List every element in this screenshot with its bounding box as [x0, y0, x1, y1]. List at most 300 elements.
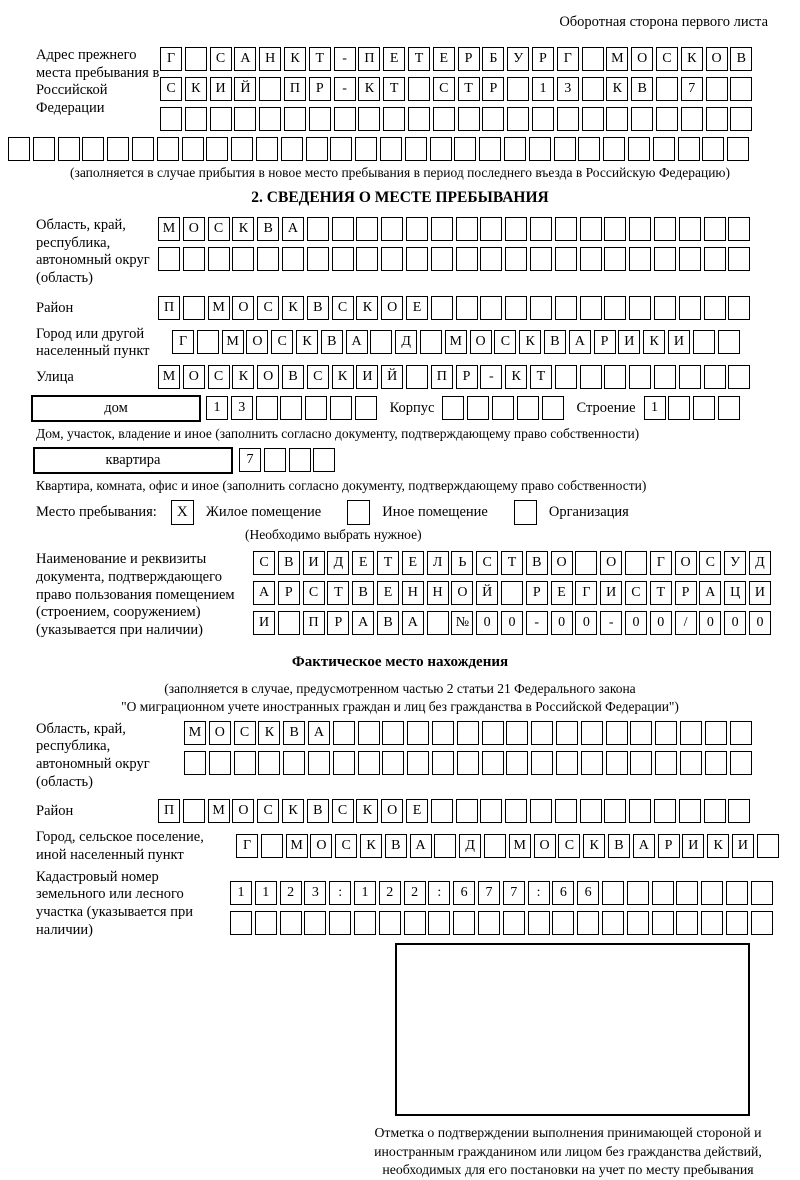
- char-cell[interactable]: П: [284, 77, 306, 101]
- char-cell[interactable]: [728, 217, 750, 241]
- char-cell[interactable]: [283, 751, 305, 775]
- char-cell[interactable]: У: [507, 47, 529, 71]
- char-cell[interactable]: 1: [255, 881, 277, 905]
- char-cell[interactable]: [280, 911, 302, 935]
- char-cell[interactable]: [530, 296, 552, 320]
- char-cell[interactable]: [580, 296, 602, 320]
- char-cell[interactable]: С: [257, 799, 279, 823]
- char-cell[interactable]: [628, 137, 650, 161]
- char-cell[interactable]: М: [184, 721, 206, 745]
- char-cell[interactable]: [333, 751, 355, 775]
- char-cell[interactable]: И: [732, 834, 754, 858]
- char-cell[interactable]: Е: [402, 551, 424, 575]
- char-cell[interactable]: Е: [406, 799, 428, 823]
- char-cell[interactable]: 3: [304, 881, 326, 905]
- char-cell[interactable]: Т: [327, 581, 349, 605]
- char-cell[interactable]: К: [707, 834, 729, 858]
- char-cell[interactable]: [503, 911, 525, 935]
- char-cell[interactable]: [160, 107, 182, 131]
- char-cell[interactable]: А: [234, 47, 256, 71]
- char-cell[interactable]: [185, 107, 207, 131]
- char-cell[interactable]: 0: [749, 611, 771, 635]
- char-cell[interactable]: Е: [551, 581, 573, 605]
- char-cell[interactable]: [751, 881, 773, 905]
- char-cell[interactable]: [681, 107, 703, 131]
- char-cell[interactable]: [430, 137, 452, 161]
- char-cell[interactable]: -: [600, 611, 622, 635]
- char-cell[interactable]: [333, 721, 355, 745]
- char-cell[interactable]: Е: [383, 47, 405, 71]
- char-cell[interactable]: [506, 721, 528, 745]
- char-cell[interactable]: Д: [395, 330, 417, 354]
- char-cell[interactable]: [330, 396, 352, 420]
- char-cell[interactable]: [264, 448, 286, 472]
- char-cell[interactable]: С: [307, 365, 329, 389]
- char-cell[interactable]: [456, 799, 478, 823]
- char-cell[interactable]: А: [253, 581, 275, 605]
- char-cell[interactable]: [555, 296, 577, 320]
- char-cell[interactable]: [679, 799, 701, 823]
- char-cell[interactable]: О: [706, 47, 728, 71]
- char-cell[interactable]: Н: [259, 47, 281, 71]
- char-cell[interactable]: С: [160, 77, 182, 101]
- char-cell[interactable]: [58, 137, 80, 161]
- char-cell[interactable]: [261, 834, 283, 858]
- char-cell[interactable]: О: [631, 47, 653, 71]
- char-cell[interactable]: [653, 137, 675, 161]
- char-cell[interactable]: П: [303, 611, 325, 635]
- char-cell[interactable]: А: [633, 834, 655, 858]
- char-cell[interactable]: [431, 217, 453, 241]
- char-cell[interactable]: О: [451, 581, 473, 605]
- char-cell[interactable]: [556, 751, 578, 775]
- char-cell[interactable]: С: [332, 799, 354, 823]
- char-cell[interactable]: [356, 217, 378, 241]
- char-cell[interactable]: О: [310, 834, 332, 858]
- char-cell[interactable]: Б: [482, 47, 504, 71]
- char-cell[interactable]: [505, 247, 527, 271]
- zhiloe-checkbox[interactable]: X: [171, 500, 194, 525]
- char-cell[interactable]: [184, 751, 206, 775]
- char-cell[interactable]: Р: [658, 834, 680, 858]
- char-cell[interactable]: [380, 137, 402, 161]
- char-cell[interactable]: В: [352, 581, 374, 605]
- char-cell[interactable]: [528, 911, 550, 935]
- char-cell[interactable]: А: [402, 611, 424, 635]
- char-cell[interactable]: [693, 330, 715, 354]
- char-cell[interactable]: М: [208, 296, 230, 320]
- char-cell[interactable]: [407, 721, 429, 745]
- char-cell[interactable]: [728, 365, 750, 389]
- char-cell[interactable]: [604, 247, 626, 271]
- char-cell[interactable]: О: [381, 799, 403, 823]
- char-cell[interactable]: К: [606, 77, 628, 101]
- char-cell[interactable]: П: [358, 47, 380, 71]
- char-cell[interactable]: Е: [352, 551, 374, 575]
- char-cell[interactable]: [625, 551, 647, 575]
- char-cell[interactable]: [581, 721, 603, 745]
- char-cell[interactable]: [256, 396, 278, 420]
- char-cell[interactable]: С: [335, 834, 357, 858]
- char-cell[interactable]: [456, 247, 478, 271]
- char-cell[interactable]: П: [158, 799, 180, 823]
- char-cell[interactable]: [580, 247, 602, 271]
- char-cell[interactable]: [654, 217, 676, 241]
- char-cell[interactable]: Л: [427, 551, 449, 575]
- char-cell[interactable]: Р: [278, 581, 300, 605]
- char-cell[interactable]: [704, 365, 726, 389]
- char-cell[interactable]: [431, 247, 453, 271]
- char-cell[interactable]: [704, 296, 726, 320]
- char-cell[interactable]: [751, 911, 773, 935]
- char-cell[interactable]: [718, 330, 740, 354]
- char-cell[interactable]: Й: [381, 365, 403, 389]
- char-cell[interactable]: [582, 47, 604, 71]
- char-cell[interactable]: К: [282, 799, 304, 823]
- char-cell[interactable]: 1: [644, 396, 666, 420]
- char-cell[interactable]: [234, 107, 256, 131]
- char-cell[interactable]: -: [334, 47, 356, 71]
- char-cell[interactable]: [631, 107, 653, 131]
- char-cell[interactable]: С: [558, 834, 580, 858]
- char-cell[interactable]: [606, 721, 628, 745]
- char-cell[interactable]: -: [480, 365, 502, 389]
- char-cell[interactable]: С: [210, 47, 232, 71]
- char-cell[interactable]: [442, 396, 464, 420]
- char-cell[interactable]: [480, 217, 502, 241]
- char-cell[interactable]: 6: [453, 881, 475, 905]
- char-cell[interactable]: Р: [309, 77, 331, 101]
- char-cell[interactable]: [581, 751, 603, 775]
- char-cell[interactable]: О: [209, 721, 231, 745]
- char-cell[interactable]: О: [600, 551, 622, 575]
- char-cell[interactable]: 2: [379, 881, 401, 905]
- char-cell[interactable]: К: [332, 365, 354, 389]
- char-cell[interactable]: [406, 247, 428, 271]
- char-cell[interactable]: Н: [402, 581, 424, 605]
- char-cell[interactable]: 6: [552, 881, 574, 905]
- char-cell[interactable]: [482, 107, 504, 131]
- char-cell[interactable]: [334, 107, 356, 131]
- char-cell[interactable]: [507, 107, 529, 131]
- char-cell[interactable]: М: [286, 834, 308, 858]
- char-cell[interactable]: [406, 365, 428, 389]
- char-cell[interactable]: /: [675, 611, 697, 635]
- char-cell[interactable]: В: [307, 296, 329, 320]
- char-cell[interactable]: К: [356, 296, 378, 320]
- char-cell[interactable]: А: [346, 330, 368, 354]
- char-cell[interactable]: С: [433, 77, 455, 101]
- char-cell[interactable]: №: [451, 611, 473, 635]
- char-cell[interactable]: И: [356, 365, 378, 389]
- char-cell[interactable]: Й: [234, 77, 256, 101]
- char-cell[interactable]: Т: [458, 77, 480, 101]
- char-cell[interactable]: [606, 751, 628, 775]
- char-cell[interactable]: Р: [456, 365, 478, 389]
- char-cell[interactable]: [555, 247, 577, 271]
- char-cell[interactable]: О: [551, 551, 573, 575]
- char-cell[interactable]: Е: [406, 296, 428, 320]
- char-cell[interactable]: [505, 217, 527, 241]
- char-cell[interactable]: [629, 296, 651, 320]
- char-cell[interactable]: 7: [681, 77, 703, 101]
- char-cell[interactable]: [208, 247, 230, 271]
- char-cell[interactable]: [256, 137, 278, 161]
- char-cell[interactable]: [530, 217, 552, 241]
- char-cell[interactable]: [427, 611, 449, 635]
- char-cell[interactable]: И: [600, 581, 622, 605]
- char-cell[interactable]: [580, 217, 602, 241]
- char-cell[interactable]: [257, 247, 279, 271]
- char-cell[interactable]: 0: [476, 611, 498, 635]
- char-cell[interactable]: Т: [309, 47, 331, 71]
- char-cell[interactable]: [705, 721, 727, 745]
- char-cell[interactable]: [434, 834, 456, 858]
- char-cell[interactable]: [529, 137, 551, 161]
- char-cell[interactable]: М: [222, 330, 244, 354]
- char-cell[interactable]: [627, 881, 649, 905]
- char-cell[interactable]: [183, 296, 205, 320]
- char-cell[interactable]: К: [583, 834, 605, 858]
- char-cell[interactable]: [232, 247, 254, 271]
- char-cell[interactable]: -: [334, 77, 356, 101]
- char-cell[interactable]: [556, 721, 578, 745]
- char-cell[interactable]: [381, 217, 403, 241]
- char-cell[interactable]: [629, 247, 651, 271]
- char-cell[interactable]: [467, 396, 489, 420]
- char-cell[interactable]: К: [232, 365, 254, 389]
- char-cell[interactable]: В: [321, 330, 343, 354]
- char-cell[interactable]: В: [631, 77, 653, 101]
- char-cell[interactable]: Г: [172, 330, 194, 354]
- char-cell[interactable]: [158, 247, 180, 271]
- char-cell[interactable]: [580, 365, 602, 389]
- char-cell[interactable]: О: [246, 330, 268, 354]
- char-cell[interactable]: К: [681, 47, 703, 71]
- char-cell[interactable]: [453, 911, 475, 935]
- char-cell[interactable]: [728, 296, 750, 320]
- char-cell[interactable]: [575, 551, 597, 575]
- char-cell[interactable]: Т: [408, 47, 430, 71]
- char-cell[interactable]: [456, 217, 478, 241]
- char-cell[interactable]: Г: [160, 47, 182, 71]
- char-cell[interactable]: [407, 751, 429, 775]
- char-cell[interactable]: [702, 137, 724, 161]
- char-cell[interactable]: К: [282, 296, 304, 320]
- char-cell[interactable]: [705, 751, 727, 775]
- char-cell[interactable]: [183, 247, 205, 271]
- char-cell[interactable]: С: [271, 330, 293, 354]
- char-cell[interactable]: [255, 911, 277, 935]
- char-cell[interactable]: [505, 296, 527, 320]
- char-cell[interactable]: [679, 296, 701, 320]
- char-cell[interactable]: [531, 751, 553, 775]
- char-cell[interactable]: [557, 107, 579, 131]
- char-cell[interactable]: [480, 247, 502, 271]
- char-cell[interactable]: С: [257, 296, 279, 320]
- char-cell[interactable]: [332, 247, 354, 271]
- char-cell[interactable]: К: [358, 77, 380, 101]
- char-cell[interactable]: [680, 721, 702, 745]
- char-cell[interactable]: 6: [577, 881, 599, 905]
- char-cell[interactable]: В: [608, 834, 630, 858]
- char-cell[interactable]: К: [505, 365, 527, 389]
- char-cell[interactable]: 1: [532, 77, 554, 101]
- char-cell[interactable]: [730, 751, 752, 775]
- char-cell[interactable]: [668, 396, 690, 420]
- char-cell[interactable]: [183, 799, 205, 823]
- char-cell[interactable]: [652, 881, 674, 905]
- char-cell[interactable]: [678, 137, 700, 161]
- char-cell[interactable]: [531, 721, 553, 745]
- char-cell[interactable]: М: [158, 365, 180, 389]
- char-cell[interactable]: М: [606, 47, 628, 71]
- char-cell[interactable]: К: [296, 330, 318, 354]
- char-cell[interactable]: 3: [231, 396, 253, 420]
- char-cell[interactable]: -: [526, 611, 548, 635]
- char-cell[interactable]: Д: [327, 551, 349, 575]
- char-cell[interactable]: С: [303, 581, 325, 605]
- char-cell[interactable]: В: [278, 551, 300, 575]
- char-cell[interactable]: [408, 77, 430, 101]
- char-cell[interactable]: :: [528, 881, 550, 905]
- char-cell[interactable]: С: [208, 217, 230, 241]
- char-cell[interactable]: Р: [458, 47, 480, 71]
- char-cell[interactable]: В: [282, 365, 304, 389]
- char-cell[interactable]: [656, 107, 678, 131]
- char-cell[interactable]: К: [356, 799, 378, 823]
- char-cell[interactable]: [629, 799, 651, 823]
- char-cell[interactable]: А: [569, 330, 591, 354]
- char-cell[interactable]: [307, 217, 329, 241]
- char-cell[interactable]: [604, 217, 626, 241]
- char-cell[interactable]: [182, 137, 204, 161]
- char-cell[interactable]: Т: [383, 77, 405, 101]
- char-cell[interactable]: [33, 137, 55, 161]
- char-cell[interactable]: Т: [650, 581, 672, 605]
- char-cell[interactable]: 0: [625, 611, 647, 635]
- char-cell[interactable]: С: [234, 721, 256, 745]
- char-cell[interactable]: [676, 881, 698, 905]
- char-cell[interactable]: [505, 799, 527, 823]
- char-cell[interactable]: [629, 365, 651, 389]
- char-cell[interactable]: [358, 107, 380, 131]
- char-cell[interactable]: [210, 107, 232, 131]
- char-cell[interactable]: Р: [482, 77, 504, 101]
- char-cell[interactable]: В: [526, 551, 548, 575]
- char-cell[interactable]: [680, 751, 702, 775]
- char-cell[interactable]: [757, 834, 779, 858]
- char-cell[interactable]: [8, 137, 30, 161]
- char-cell[interactable]: И: [303, 551, 325, 575]
- char-cell[interactable]: И: [253, 611, 275, 635]
- char-cell[interactable]: [107, 137, 129, 161]
- char-cell[interactable]: [655, 751, 677, 775]
- char-cell[interactable]: [480, 296, 502, 320]
- char-cell[interactable]: 7: [239, 448, 261, 472]
- char-cell[interactable]: [284, 107, 306, 131]
- char-cell[interactable]: П: [158, 296, 180, 320]
- char-cell[interactable]: [259, 77, 281, 101]
- char-cell[interactable]: [230, 911, 252, 935]
- char-cell[interactable]: [281, 137, 303, 161]
- char-cell[interactable]: [82, 137, 104, 161]
- char-cell[interactable]: [530, 247, 552, 271]
- char-cell[interactable]: [404, 911, 426, 935]
- char-cell[interactable]: [420, 330, 442, 354]
- char-cell[interactable]: С: [494, 330, 516, 354]
- char-cell[interactable]: [654, 799, 676, 823]
- char-cell[interactable]: [726, 881, 748, 905]
- char-cell[interactable]: [457, 721, 479, 745]
- char-cell[interactable]: О: [381, 296, 403, 320]
- char-cell[interactable]: [456, 296, 478, 320]
- char-cell[interactable]: [258, 751, 280, 775]
- char-cell[interactable]: 3: [557, 77, 579, 101]
- char-cell[interactable]: [604, 296, 626, 320]
- char-cell[interactable]: 2: [280, 881, 302, 905]
- char-cell[interactable]: [693, 396, 715, 420]
- char-cell[interactable]: [630, 751, 652, 775]
- char-cell[interactable]: О: [183, 217, 205, 241]
- char-cell[interactable]: [197, 330, 219, 354]
- char-cell[interactable]: Г: [650, 551, 672, 575]
- char-cell[interactable]: [304, 911, 326, 935]
- char-cell[interactable]: Ь: [451, 551, 473, 575]
- char-cell[interactable]: У: [724, 551, 746, 575]
- char-cell[interactable]: [313, 448, 335, 472]
- char-cell[interactable]: Г: [575, 581, 597, 605]
- char-cell[interactable]: [517, 396, 539, 420]
- char-cell[interactable]: 1: [354, 881, 376, 905]
- char-cell[interactable]: [329, 911, 351, 935]
- char-cell[interactable]: [630, 721, 652, 745]
- char-cell[interactable]: М: [208, 799, 230, 823]
- char-cell[interactable]: 0: [551, 611, 573, 635]
- char-cell[interactable]: 0: [724, 611, 746, 635]
- char-cell[interactable]: [501, 581, 523, 605]
- char-cell[interactable]: [132, 137, 154, 161]
- char-cell[interactable]: [332, 217, 354, 241]
- char-cell[interactable]: [577, 911, 599, 935]
- char-cell[interactable]: С: [656, 47, 678, 71]
- char-cell[interactable]: М: [509, 834, 531, 858]
- char-cell[interactable]: [306, 137, 328, 161]
- char-cell[interactable]: [542, 396, 564, 420]
- char-cell[interactable]: А: [699, 581, 721, 605]
- char-cell[interactable]: [604, 365, 626, 389]
- char-cell[interactable]: Ц: [724, 581, 746, 605]
- char-cell[interactable]: К: [232, 217, 254, 241]
- char-cell[interactable]: Й: [476, 581, 498, 605]
- char-cell[interactable]: 1: [230, 881, 252, 905]
- char-cell[interactable]: [157, 137, 179, 161]
- char-cell[interactable]: [484, 834, 506, 858]
- char-cell[interactable]: [555, 799, 577, 823]
- char-cell[interactable]: К: [185, 77, 207, 101]
- char-cell[interactable]: [701, 911, 723, 935]
- char-cell[interactable]: [308, 751, 330, 775]
- char-cell[interactable]: [330, 137, 352, 161]
- char-cell[interactable]: С: [332, 296, 354, 320]
- char-cell[interactable]: О: [232, 799, 254, 823]
- char-cell[interactable]: К: [360, 834, 382, 858]
- char-cell[interactable]: Г: [557, 47, 579, 71]
- char-cell[interactable]: [480, 799, 502, 823]
- char-cell[interactable]: [382, 721, 404, 745]
- char-cell[interactable]: О: [675, 551, 697, 575]
- char-cell[interactable]: [606, 107, 628, 131]
